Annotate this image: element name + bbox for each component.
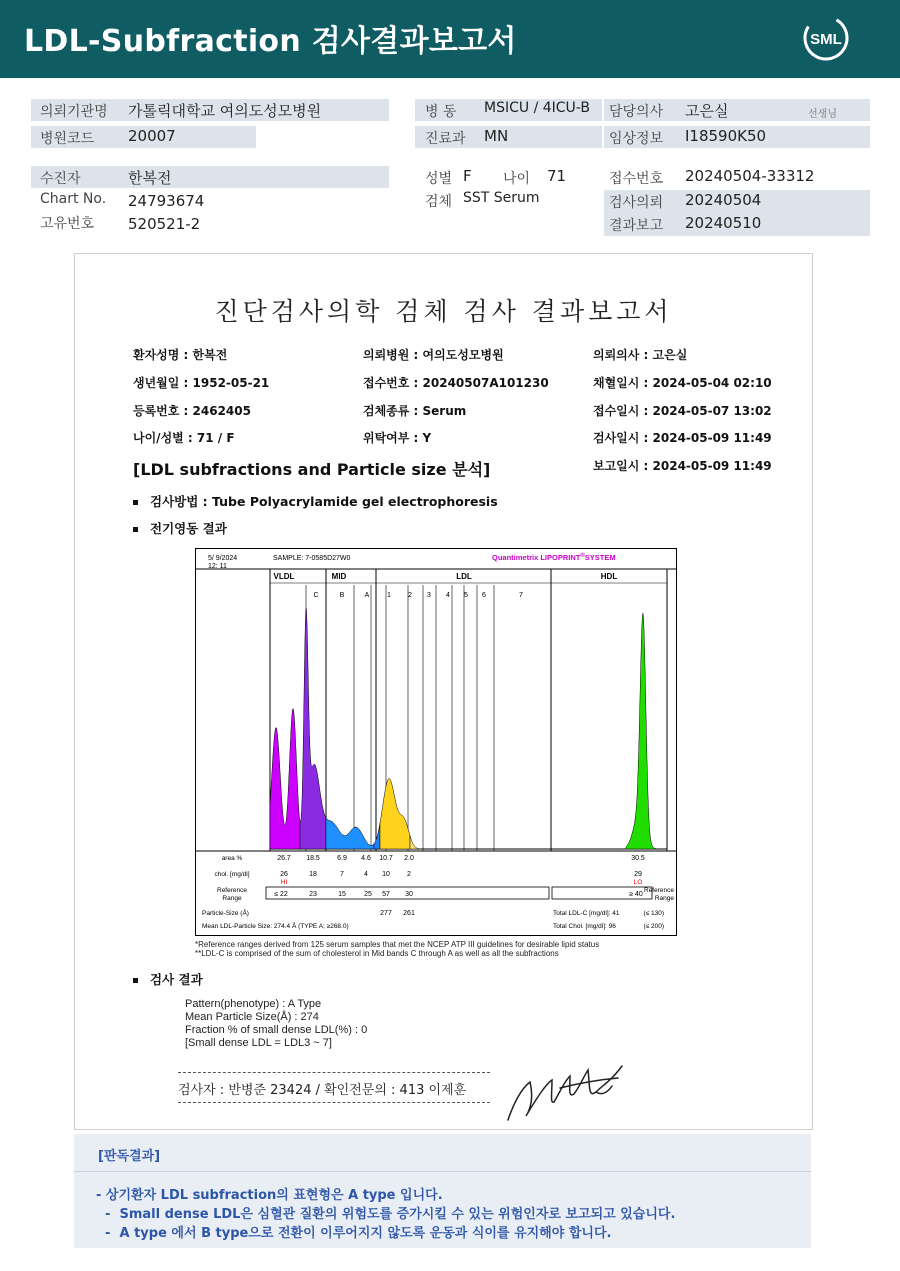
profile-segment-2 (300, 608, 326, 849)
result-line-2: Mean Particle Size(Å) : 274 (185, 1011, 319, 1023)
chol-value: 4 (364, 871, 368, 878)
judgement-line-1: - 상기환자 LDL subfraction의 표현형은 A type 입니다. (96, 1188, 443, 1203)
report-birthdate: 생년월일 : 1952-05-21 (133, 376, 270, 390)
judgement-line-2: - Small dense LDL은 심혈관 질환의 위험도를 증가시킬 수 있는 위험인자로 보고되고 있습니다. (96, 1207, 676, 1222)
reference-value: 57 (382, 891, 390, 898)
profile-segment-7 (626, 613, 658, 849)
report-test-time: 검사일시 : 2024-05-09 11:49 (593, 431, 772, 445)
chol-value: 7 (340, 871, 344, 878)
report-receipt-no: 접수번호 : 20240507A101230 (363, 376, 549, 390)
doctor-suffix: 선생님 (808, 109, 837, 120)
band-label-3: 3 (427, 592, 431, 599)
ref-label-2: Range (222, 895, 242, 902)
ward-value: MSICU / 4ICU-B (484, 100, 590, 116)
report-age-sex: 나이/성별 : 71 / F (133, 431, 235, 445)
area-value: 10.7 (379, 855, 393, 862)
page-title: LDL-Subfraction 검사결과보고서 (24, 24, 517, 59)
flag-hi: HI (280, 879, 288, 886)
particle-size-1: 277 (380, 910, 392, 917)
total-chol: Total Chol. [mg/dl]: 96 (553, 923, 616, 930)
reference-value: 25 (364, 891, 372, 898)
sign-line-bottom (178, 1102, 490, 1103)
judgement-divider (74, 1171, 811, 1172)
result-label: 결과보고 (609, 218, 664, 234)
chart-no-value: 24793674 (128, 192, 205, 210)
patient-value: 한복전 (128, 169, 172, 187)
logo-text: SML (810, 31, 842, 48)
band-label-6: 6 (482, 592, 486, 599)
area-value: 2.0 (404, 855, 414, 862)
report-reg-no: 등록번호 : 2462405 (133, 404, 251, 418)
chol-value: 26 (280, 871, 288, 878)
report-section-title: [LDL subfractions and Particle size 분석] (133, 460, 491, 479)
unique-value: 520521-2 (128, 215, 201, 233)
band-label-5: 5 (464, 592, 468, 599)
handwritten-signature (500, 1062, 630, 1126)
ref-label-1: Reference (217, 887, 247, 894)
doctor-label: 담당의사 (609, 104, 664, 120)
band-label-b: B (339, 592, 345, 599)
region-label-mid: MID (331, 572, 347, 581)
band-label-7: 7 (519, 592, 523, 599)
ward-label: 병 동 (425, 104, 457, 120)
specimen-label: 검체 (425, 194, 453, 210)
specimen-value: SST Serum (463, 190, 540, 206)
ref-right-2: Range (654, 895, 674, 902)
sign-line-top (178, 1072, 490, 1073)
area-value: 6.9 (337, 855, 347, 862)
band-label-1: 1 (387, 592, 391, 599)
hospital-code-value: 20007 (128, 127, 176, 145)
report-collection-time: 채혈일시 : 2024-05-04 02:10 (593, 376, 772, 390)
result-line-1: Pattern(phenotype) : A Type (185, 998, 322, 1010)
report-document (74, 253, 813, 1130)
flag-lo: LO (633, 879, 643, 886)
region-label-ldl: LDL (456, 572, 472, 581)
area-value: 26.7 (277, 855, 291, 862)
method-text: 검사방법 : Tube Polyacrylamide gel electrophoresis (150, 494, 498, 509)
request-label: 검사의뢰 (609, 195, 664, 211)
signature-line: 검사자 : 반병준 23424 / 확인전문의 : 413 이제훈 (178, 1083, 467, 1098)
reference-value: 15 (338, 891, 346, 898)
region-label-hdl: HDL (600, 572, 618, 581)
sex-label: 성별 (425, 171, 453, 187)
profile-segment-4 (374, 823, 380, 849)
reference-value: 30 (405, 891, 413, 898)
request-value: 20240504 (685, 191, 762, 209)
info-bar-patient (31, 166, 389, 188)
band-label-2: 2 (408, 592, 412, 599)
report-specimen-type: 검체종류 : Serum (363, 404, 467, 418)
age-value: 71 (547, 167, 567, 185)
result-line-3: Fraction % of small dense LDL(%) : 0 (185, 1024, 368, 1036)
footnote-1: *Reference ranges derived from 125 serum samples that met the NCEP ATP III guidelines for desirable lipid status (195, 940, 600, 949)
total-ldl-range: (≤ 130) (643, 910, 664, 917)
doctor-value: 고은실 (685, 102, 729, 120)
receipt-label: 접수번호 (609, 171, 664, 187)
chol-value: 18 (309, 871, 317, 878)
unique-label: 고유번호 (40, 216, 95, 232)
sml-logo (802, 14, 850, 62)
band-label-a: A (364, 592, 370, 599)
hospital-code-label: 병원코드 (40, 131, 95, 147)
footnote-2: **LDL-C is comprised of the sum of cholesterol in Mid bands C through A as well as all the subfractions (195, 949, 559, 958)
reference-value: 23 (309, 891, 317, 898)
chart-brand: Quantimetrix LIPOPRINT®SYSTEM (492, 553, 616, 562)
report-receipt-time: 접수일시 : 2024-05-07 13:02 (593, 404, 772, 418)
result-heading-item (133, 970, 203, 988)
row-label-mean: Mean LDL-Particle Size: 274.4 Å (TYPE A; ≥268.0) (202, 923, 349, 930)
chol-value: 2 (407, 871, 411, 878)
ref-right-1: Reference (644, 887, 674, 894)
band-label-c: C (313, 592, 319, 599)
clinical-label: 임상정보 (609, 131, 664, 147)
row-label-area: area % (221, 855, 243, 862)
band-label-4: 4 (446, 592, 450, 599)
result-heading: 검사 결과 (150, 972, 203, 987)
reference-value: ≥ 40 (629, 891, 643, 898)
patient-label: 수진자 (40, 171, 81, 187)
total-chol-range: (≤ 200) (643, 923, 664, 930)
area-value: 4.6 (361, 855, 371, 862)
result-line-4: [Small dense LDL = LDL3 ~ 7] (185, 1037, 332, 1049)
chol-value: 29 (634, 871, 642, 878)
method-item (133, 492, 498, 510)
chart-sample-title: SAMPLE: 7-0585D27W0 (273, 555, 351, 562)
header-bar (0, 0, 900, 78)
particle-size-2: 261 (403, 910, 415, 917)
report-report-time: 보고일시 : 2024-05-09 11:49 (593, 459, 772, 473)
row-label-size: Particle-Size (Å) (202, 910, 249, 917)
chart-time: 12: 11 (208, 563, 227, 570)
region-label-vldl: VLDL (273, 572, 295, 581)
receipt-value: 20240504-33312 (685, 167, 815, 185)
chart-no-label: Chart No. (40, 191, 107, 207)
judgement-line-3: - A type 에서 B type으로 전환이 이루어지지 않도록 운동과 식이를 유지해야 합니다. (96, 1226, 612, 1241)
result-value: 20240510 (685, 214, 762, 232)
sex-value: F (463, 167, 472, 185)
electrophoresis-item (133, 519, 227, 537)
dept-label: 진료과 (425, 131, 466, 147)
judgement-title: [판독결과] (98, 1149, 161, 1164)
report-patient-name: 환자성명 : 한복전 (133, 348, 228, 362)
report-title: 진단검사의학 검체 검사 결과보고서 (214, 297, 673, 326)
chart-date: 5/ 9/2024 (208, 555, 238, 562)
reference-value: ≤ 22 (274, 891, 288, 898)
report-doctor: 의뢰의사 : 고은실 (593, 348, 688, 362)
lipoprint-chart (195, 548, 677, 936)
area-value: 18.5 (306, 855, 320, 862)
profile-segment-3 (326, 818, 374, 849)
judgement-panel (74, 1134, 811, 1248)
chol-value: 10 (382, 871, 390, 878)
age-label: 나이 (503, 171, 531, 187)
report-hospital: 의뢰병원 : 여의도성모병원 (363, 348, 504, 362)
institution-label: 의뢰기관명 (40, 104, 108, 120)
report-consign: 위탁여부 : Y (363, 431, 432, 445)
institution-value: 가톨릭대학교 여의도성모병원 (128, 102, 322, 120)
profile-segment-5 (380, 779, 410, 850)
electrophoresis-text: 전기영동 결과 (150, 521, 227, 536)
total-ldl: Total LDL-C [mg/dl]: 41 (553, 910, 620, 917)
clinical-value: I18590K50 (685, 127, 767, 145)
dept-value: MN (484, 127, 509, 145)
profile-segment-1 (270, 709, 300, 850)
profile-segment-6 (410, 836, 422, 849)
area-value: 30.5 (631, 855, 645, 862)
lipoprint-svg (196, 549, 676, 935)
row-label-chol: chol. [mg/dl] (214, 871, 250, 878)
